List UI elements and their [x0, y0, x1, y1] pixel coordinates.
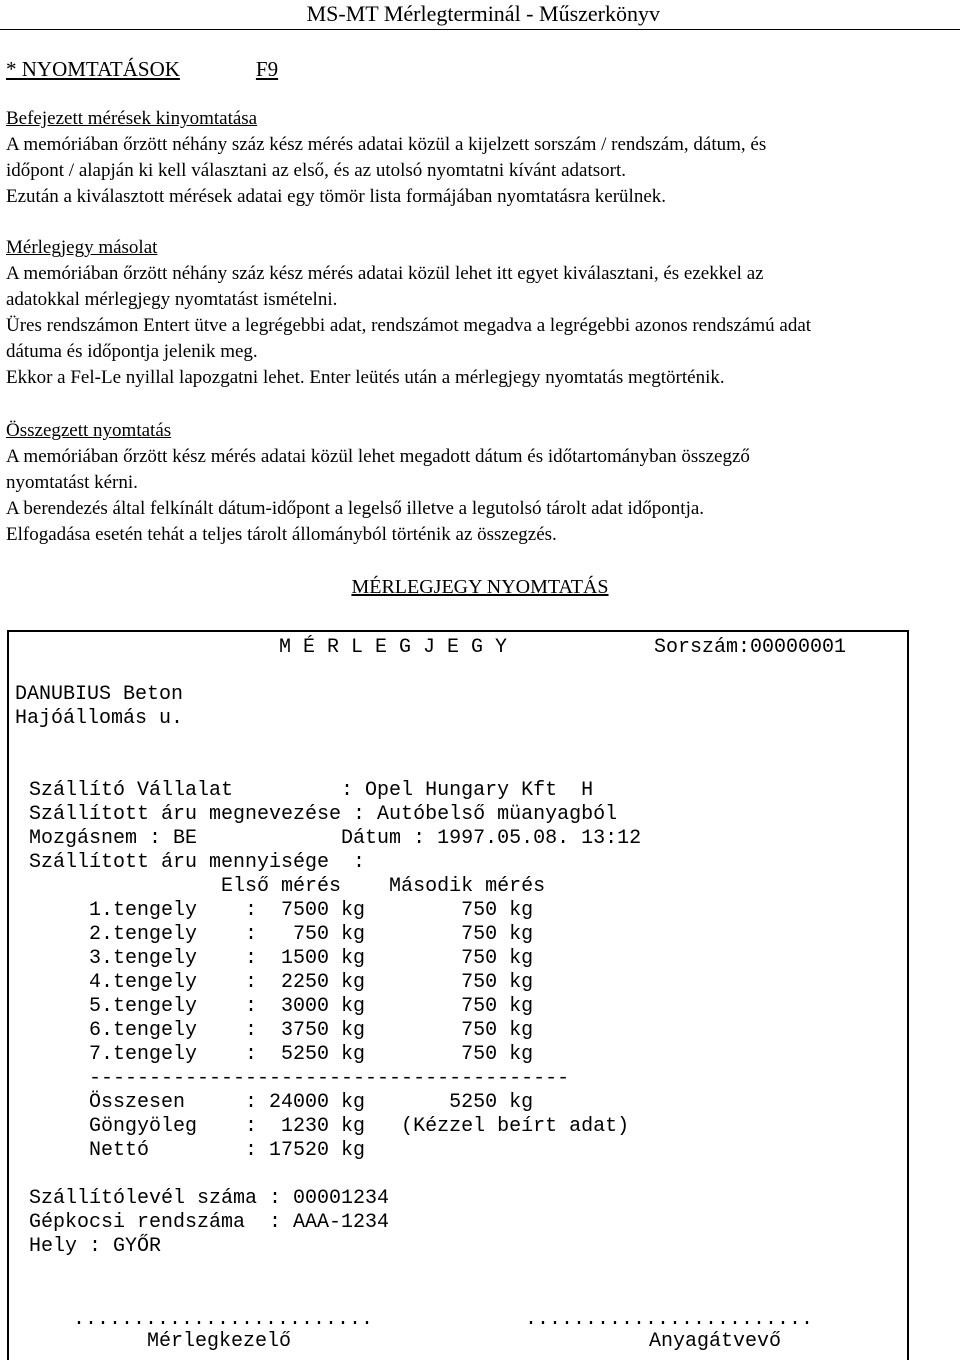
signature-dots-right: ........................ — [525, 1308, 814, 1331]
ticket-line: 6.tengely : 3750 kg 750 kg — [29, 1019, 534, 1042]
copy-line: Ekkor a Fel-Le nyillal lapozgatni lehet. Enter leütés után a mérlegjegy nyomtatás megtörténik. — [6, 367, 725, 388]
copy-line: A memóriában őrzött néhány száz kész mérés adatai közül lehet itt egyet kiválasztani, és ezekkel az — [6, 263, 764, 284]
ticket-line: 2.tengely : 750 kg 750 kg — [29, 923, 534, 946]
header-divider — [0, 29, 960, 30]
ticket-footer-line: Szállítólevél száma : 00001234 — [29, 1187, 390, 1210]
ticket-footer-line: Hely : GYŐR — [29, 1235, 162, 1258]
ticket-line: Összesen : 24000 kg 5250 kg — [29, 1091, 534, 1114]
section-heading — [6, 55, 278, 83]
ticket-section-title-text: MÉRLEGJEGY NYOMTATÁS — [351, 576, 609, 598]
ticket-line: 5.tengely : 3000 kg 750 kg — [29, 995, 534, 1018]
ticket-line: Nettó : 17520 kg — [29, 1139, 366, 1162]
completed-section — [6, 106, 956, 210]
ticket-serial: Sorszám:00000001 — [654, 636, 847, 659]
summary-heading: Összegzett nyomtatás — [6, 420, 172, 441]
summary-section — [6, 418, 956, 548]
copy-line: dátuma és időpontja jelenik meg. — [6, 341, 258, 362]
ticket-footer-line: Gépkocsi rendszáma : AAA-1234 — [29, 1211, 390, 1234]
completed-line: A memóriában őrzött néhány száz kész mérés adatai közül a kijelzett sorszám / rendszám, dátum, és — [6, 134, 767, 155]
ticket-line: Szállított áru mennyisége : — [29, 851, 366, 874]
ticket-line: Szállított áru megnevezése : Autóbelső müanyagból — [29, 803, 618, 826]
summary-line: nyomtatást kérni. — [6, 472, 138, 493]
section-key: F9 — [255, 57, 279, 81]
ticket-line: Göngyöleg : 1230 kg (Kézzel beírt adat) — [29, 1115, 630, 1138]
ticket-title: M É R L E G J E G Y — [279, 636, 508, 659]
section-prefix: * NYOMTATÁSOK — [6, 57, 180, 81]
summary-line: Elfogadása esetén tehát a teljes tárolt állományból történik az összegzés. — [6, 524, 557, 545]
summary-line: A berendezés által felkínált dátum-időpont a legelső illetve a legutolsó tárolt adat időpontja. — [6, 498, 705, 519]
ticket-box — [7, 630, 909, 1360]
completed-line: Ezután a kiválasztott mérések adatai egy tömör lista formájában nyomtatásra kerülnek. — [6, 186, 666, 207]
ticket-line: 3.tengely : 1500 kg 750 kg — [29, 947, 534, 970]
completed-heading: Befejezett mérések kinyomtatása — [6, 108, 258, 129]
copy-line: adatokkal mérlegjegy nyomtatást ismételni. — [6, 289, 338, 310]
ticket-line: Mozgásnem : BE Dátum : 1997.05.08. 13:12 — [29, 827, 642, 850]
signature-label-left: Mérlegkezelő — [147, 1330, 292, 1353]
company-address: Hajóállomás u. — [15, 707, 184, 730]
copy-line: Üres rendszámon Entert ütve a legrégebbi adat, rendszámot megadva a legrégebbi azonos rendszámú adat — [6, 315, 812, 336]
ticket-line: Első mérés Második mérés — [29, 875, 546, 898]
signature-dots-left: ......................... — [73, 1308, 374, 1331]
ticket-line: 1.tengely : 7500 kg 750 kg — [29, 899, 534, 922]
page-header-title: MS-MT Mérlegterminál - Műszerkönyv — [306, 1, 660, 26]
signature-label-right: Anyagátvevő — [649, 1330, 782, 1353]
ticket-divider-line: ---------------------------------------- — [29, 1067, 570, 1090]
company-name: DANUBIUS Beton — [15, 683, 184, 706]
ticket-line: Szállító Vállalat : Opel Hungary Kft H — [29, 779, 594, 802]
summary-line: A memóriában őrzött kész mérés adatai közül lehet megadott dátum és időtartományban összegző — [6, 446, 750, 467]
ticket-section-title — [0, 574, 960, 600]
completed-line: időpont / alapján ki kell választani az első, és az utolsó nyomtatni kívánt adatsort. — [6, 160, 626, 181]
ticket-line: 4.tengely : 2250 kg 750 kg — [29, 971, 534, 994]
ticket-line: 7.tengely : 5250 kg 750 kg — [29, 1043, 534, 1066]
copy-heading: Mérlegjegy másolat — [6, 237, 158, 258]
copy-section — [6, 235, 956, 391]
